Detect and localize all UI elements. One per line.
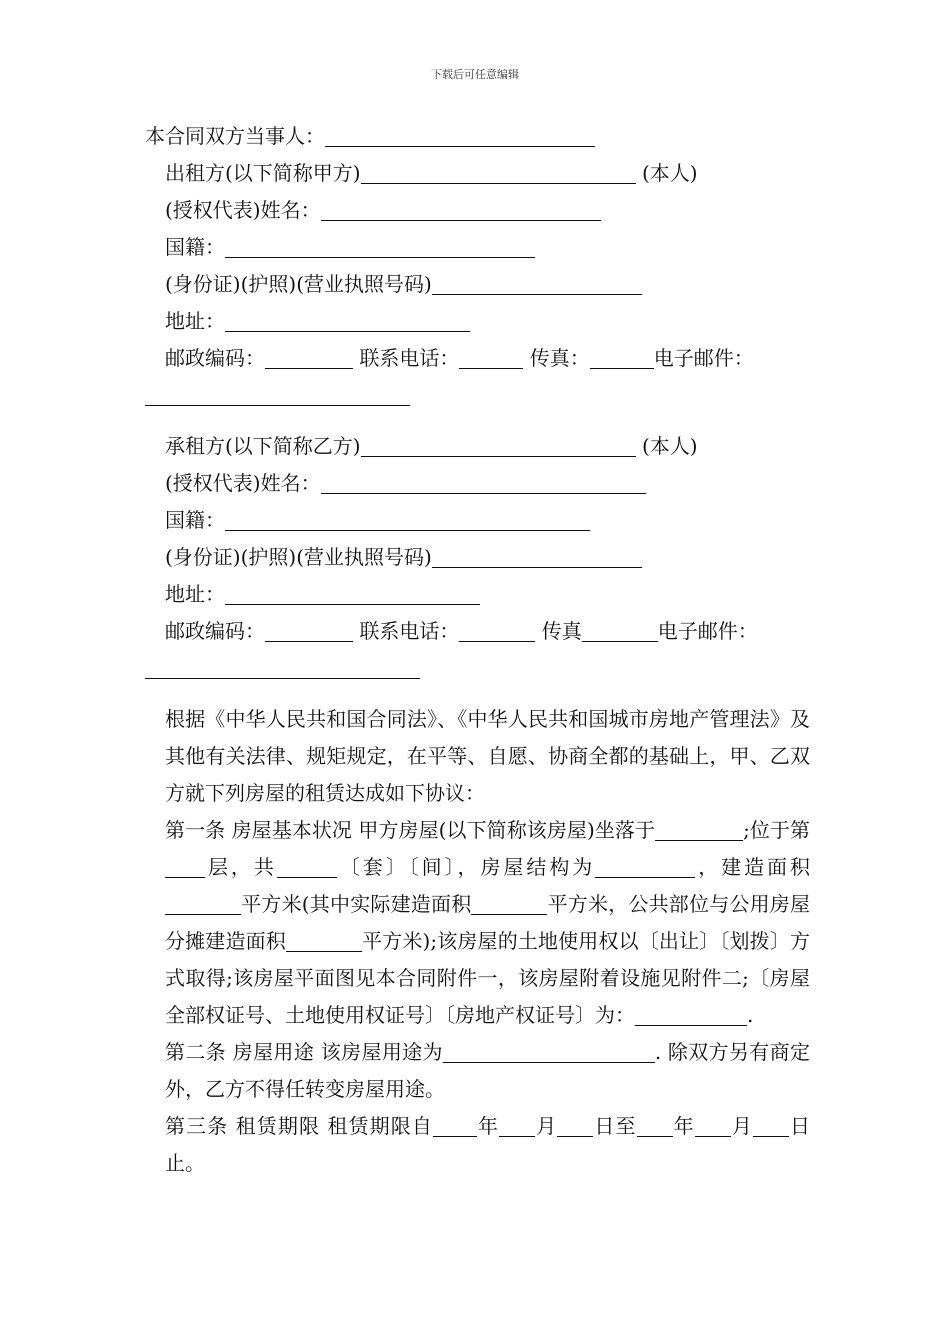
spacer (145, 414, 810, 428)
lessee-fax-blank[interactable] (582, 619, 658, 642)
article-1-text-b: ;位于第 (743, 818, 810, 842)
parties-label: 本合同双方当事人： (145, 124, 325, 148)
lessee-email-label: 电子邮件： (657, 619, 758, 643)
article-1-text-g: 平方米，公共部位与公用房屋分摊建造面积 (165, 892, 810, 953)
structure-blank[interactable] (595, 855, 695, 878)
lessor-nationality-label: 国籍： (165, 235, 225, 259)
lessee-id-blank[interactable] (432, 545, 642, 568)
lessee-nationality-label: 国籍： (165, 508, 225, 532)
end-year-label: 年 (672, 1114, 695, 1138)
parties-blank[interactable] (325, 124, 595, 147)
lessor-agent-blank[interactable] (321, 198, 601, 221)
lessee-agent-line (145, 465, 810, 502)
lessor-fax-blank[interactable] (590, 346, 654, 369)
lessee-address-line (145, 576, 810, 613)
lessee-title-line (145, 428, 810, 465)
lessee-postal-label: 邮政编码： (165, 619, 265, 643)
lessor-title: 出租方(以下简称甲方) (165, 161, 361, 185)
end-month-blank[interactable] (695, 1114, 731, 1137)
lessor-name-blank[interactable] (361, 161, 636, 184)
purpose-blank[interactable] (443, 1040, 655, 1063)
building-area-blank[interactable] (165, 892, 241, 915)
lessor-email-line (145, 377, 810, 414)
article-2-text-b: . 除双方另有商定外，乙方不得任转变房屋用途。 (165, 1040, 810, 1101)
lessor-nationality-blank[interactable] (225, 235, 535, 258)
lessee-agent-blank[interactable] (321, 471, 646, 494)
actual-area-blank[interactable] (471, 892, 547, 915)
article-1-text-h: 平方米);该房屋的土地使用权以〔出让〕〔划拨〕方式取得;该房屋平面图见本合同附件一，该房屋附着设施见附件二;〔房屋全部权证号、土地使用权证号〕〔房地产权证号〕为： (165, 929, 810, 1027)
certificate-number-blank[interactable] (635, 1003, 747, 1026)
lessor-agent-line (145, 192, 810, 229)
end-day-blank[interactable] (753, 1114, 789, 1137)
article-1-text-a: 第一条 房屋基本状况 甲方房屋(以下简称该房屋)坐落于 (165, 818, 656, 842)
lessee-email-blank[interactable] (145, 656, 420, 679)
article-1-paragraph (145, 812, 810, 1034)
parties-line (145, 118, 810, 155)
shared-area-blank[interactable] (286, 929, 362, 952)
article-1-text-c: 层，共 (205, 855, 277, 879)
lessee-email-line (145, 650, 810, 687)
article-1-text-d: 〔套〕〔间〕，房屋结构为 (336, 855, 596, 879)
lessee-contact-line (145, 613, 810, 650)
start-month-label: 月 (535, 1114, 558, 1138)
lessor-address-blank[interactable] (225, 309, 470, 332)
lessee-nationality-line (145, 502, 810, 539)
lessor-self: (本人) (641, 161, 698, 185)
lessor-phone-blank[interactable] (459, 346, 523, 369)
spacer (145, 687, 810, 701)
lessor-id-label: (身份证)(护照)(营业执照号码) (165, 272, 432, 296)
lessee-self: (本人) (641, 434, 698, 458)
lessor-address-label: 地址： (165, 309, 225, 333)
lessor-email-blank[interactable] (145, 383, 410, 406)
lessee-address-blank[interactable] (225, 582, 480, 605)
lessor-nationality-line (145, 229, 810, 266)
start-year-blank[interactable] (433, 1114, 477, 1137)
lessee-title: 承租方(以下简称乙方) (165, 434, 361, 458)
preamble-paragraph: 根据《中华人民共和国合同法》、《中华人民共和国城市房地产管理法》及其他有关法律、规矩规定，在平等、自愿、协商全都的基础上，甲、乙双方就下列房屋的租赁达成如下协议： (165, 707, 810, 805)
lessor-id-blank[interactable] (432, 272, 642, 295)
article-2-text-a: 第二条 房屋用途 该房屋用途为 (165, 1040, 443, 1064)
start-day-label: 日至 (593, 1114, 637, 1138)
lessee-address-label: 地址： (165, 582, 225, 606)
end-month-label: 月 (730, 1114, 753, 1138)
start-month-blank[interactable] (499, 1114, 535, 1137)
lessee-id-label: (身份证)(护照)(营业执照号码) (165, 545, 432, 569)
lessor-fax-label: 传真： (529, 346, 590, 370)
lessor-address-line (145, 303, 810, 340)
units-blank[interactable] (277, 855, 337, 878)
end-year-blank[interactable] (637, 1114, 673, 1137)
location-blank[interactable] (655, 818, 743, 841)
lessor-postal-blank[interactable] (265, 346, 353, 369)
lessor-agent-label: (授权代表)姓名： (165, 198, 321, 222)
page-header: 下载后可任意编辑 (431, 68, 519, 81)
start-day-blank[interactable] (557, 1114, 593, 1137)
lessee-phone-blank[interactable] (459, 619, 535, 642)
lessor-email-label: 电子邮件： (653, 346, 754, 370)
contract-body (145, 118, 810, 1182)
lessor-contact-line (145, 340, 810, 377)
article-3-paragraph (145, 1108, 810, 1182)
lessor-id-line (145, 266, 810, 303)
article-3-text-a: 第三条 租赁期限 租赁期限自 (165, 1114, 433, 1138)
article-1-text-i: . (747, 1003, 754, 1027)
lessee-postal-blank[interactable] (265, 619, 353, 642)
floor-blank[interactable] (165, 855, 205, 878)
lessee-agent-label: (授权代表)姓名： (165, 471, 321, 495)
lessee-fax-label: 传真 (541, 619, 582, 643)
start-year-label: 年 (476, 1114, 500, 1138)
lessor-title-line (145, 155, 810, 192)
lessee-nationality-blank[interactable] (225, 508, 590, 531)
lessee-name-blank[interactable] (361, 434, 636, 457)
article-2-paragraph (145, 1034, 810, 1108)
lessor-phone-label: 联系电话： (359, 346, 460, 370)
article-1-text-e: ，建造面积 (695, 855, 811, 879)
lessor-postal-label: 邮政编码： (165, 346, 265, 370)
lessee-phone-label: 联系电话： (359, 619, 460, 643)
end-day-label: 日止。 (165, 1114, 811, 1175)
lessee-id-line (145, 539, 810, 576)
article-1-text-f: 平方米(其中实际建造面积 (241, 892, 472, 916)
